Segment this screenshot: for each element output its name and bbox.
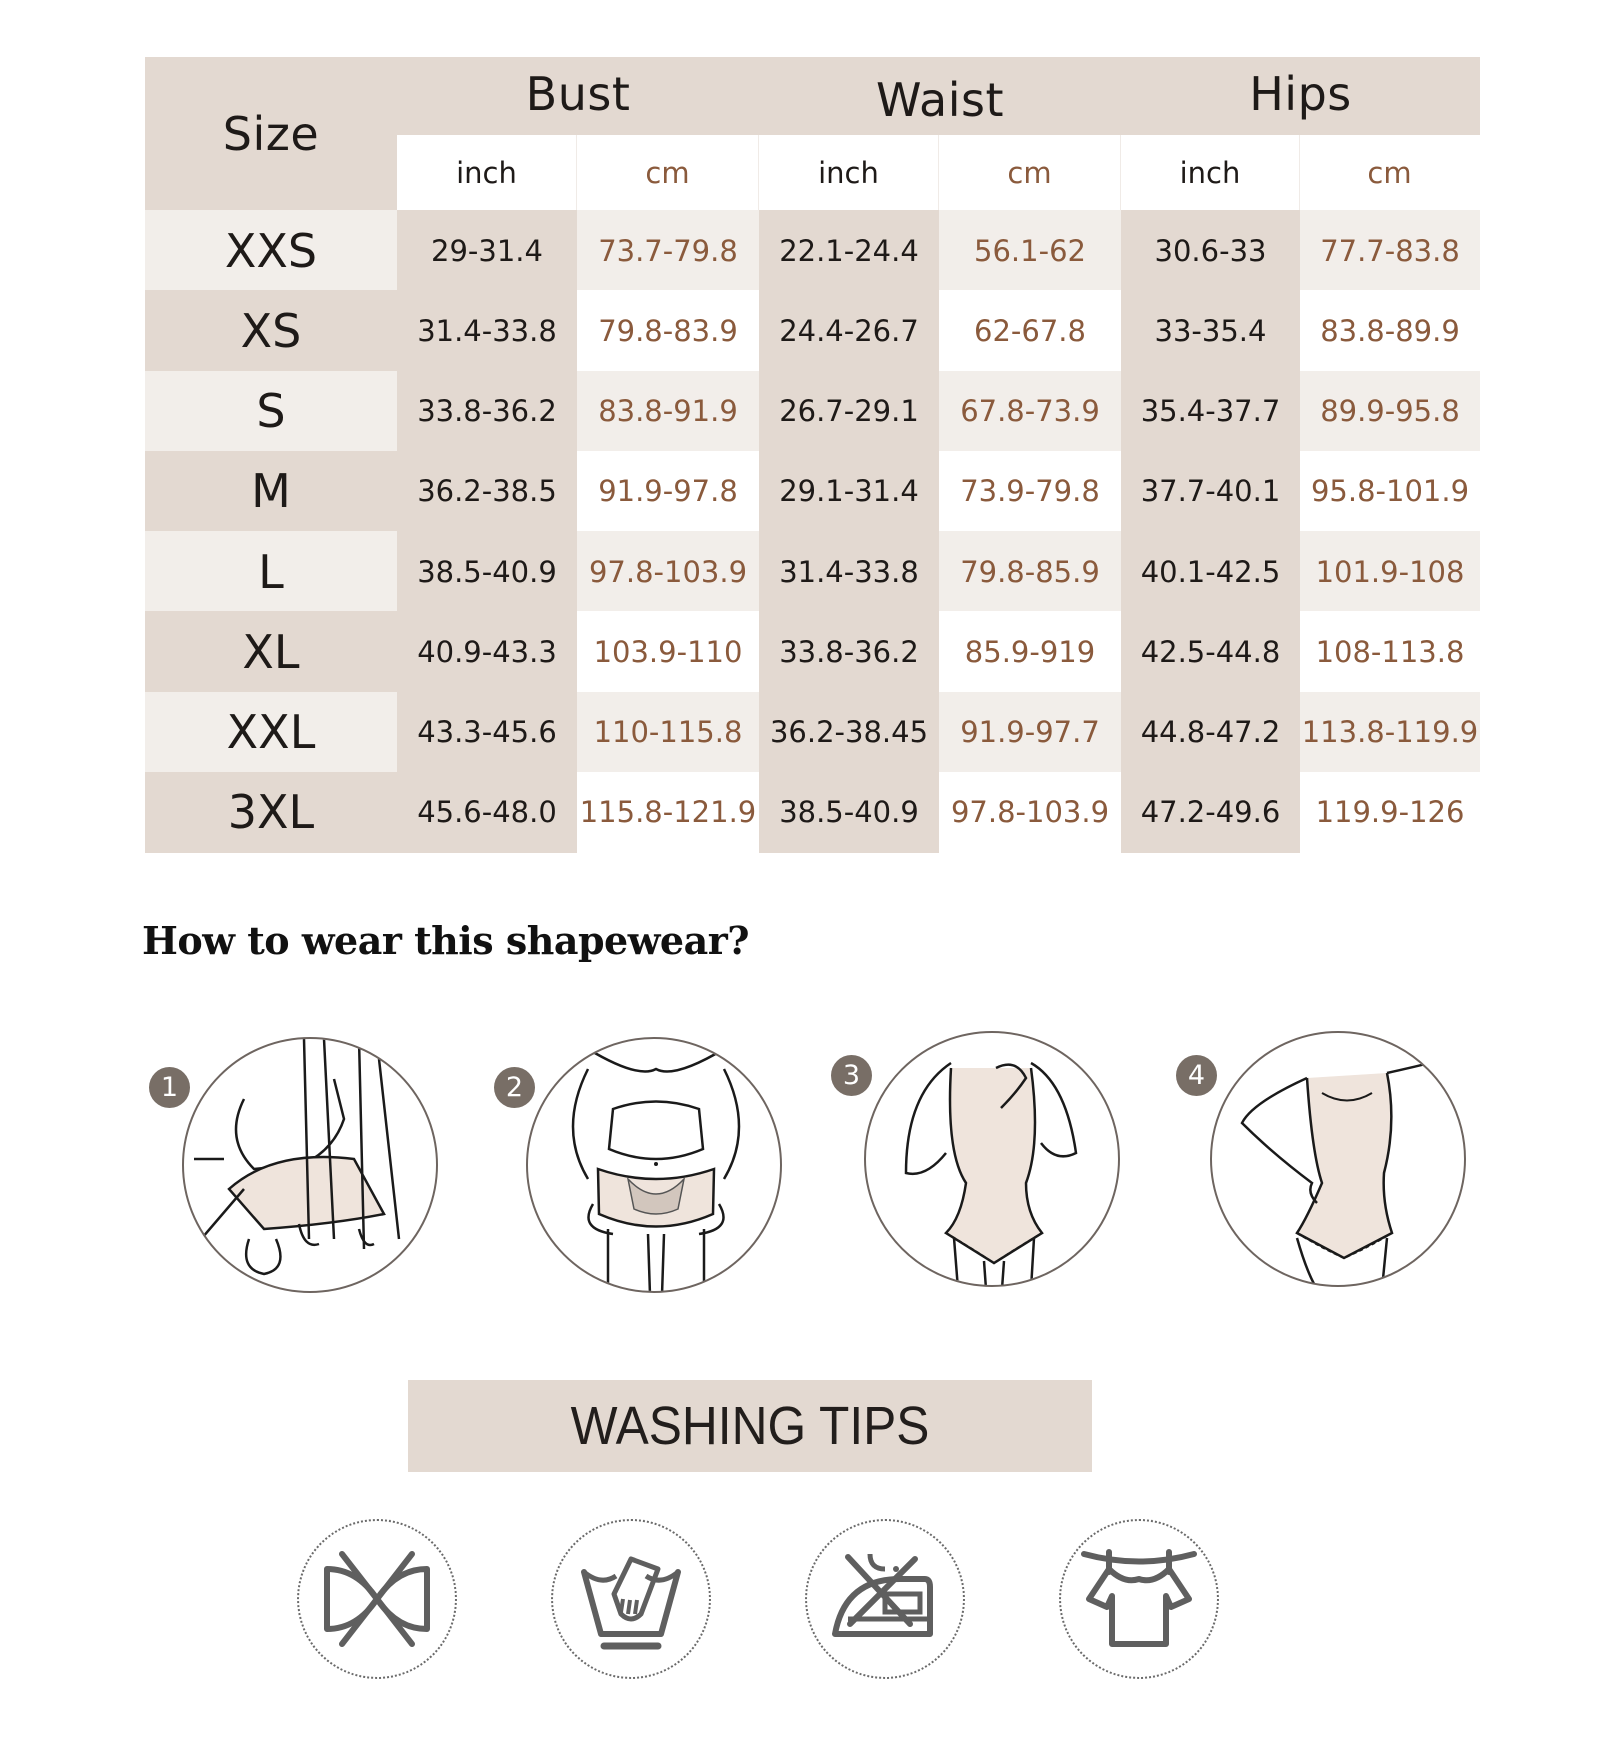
measurement-cell: [939, 611, 1121, 692]
measurement-cell: [577, 451, 759, 532]
cm-value: 79.8-85.9: [960, 554, 1100, 589]
measurement-cell: [577, 371, 759, 452]
pull-up-waist-illustration: [528, 1039, 782, 1293]
measurement-cell: [1121, 531, 1300, 612]
measurement-cell: [397, 371, 577, 452]
inch-value: 31.4-33.8: [417, 313, 557, 348]
size-cell: [145, 611, 397, 692]
unit-hips-inch: [1121, 135, 1300, 210]
measurement-cell: [759, 611, 939, 692]
step-1-badge: [149, 1067, 190, 1108]
inch-value: 29-31.4: [431, 233, 543, 268]
measurement-cell: [577, 772, 759, 853]
inch-value: 40.1-42.5: [1140, 554, 1281, 589]
step-number: 3: [842, 1060, 861, 1091]
cm-value: 89.9-95.8: [1320, 394, 1460, 429]
step-number: 2: [505, 1072, 524, 1103]
step-number: 1: [160, 1072, 179, 1103]
waist-label: Waist: [875, 73, 1004, 127]
size-label: L: [258, 544, 284, 599]
measurement-cell: [577, 531, 759, 612]
step-2-illustration: [526, 1037, 782, 1293]
cm-value: 67.8-73.9: [960, 394, 1100, 429]
inch-value: 38.5-40.9: [417, 554, 557, 589]
measurement-cell: [1300, 210, 1480, 291]
size-cell: [145, 210, 397, 291]
do-not-tumble-dry-icon: [317, 1549, 437, 1649]
inch-value: 40.9-43.3: [417, 634, 557, 669]
size-cell: [145, 772, 397, 853]
step-4-badge: [1176, 1055, 1217, 1096]
inch-value: 31.4-33.8: [779, 554, 919, 589]
measurement-cell: [1300, 451, 1480, 532]
size-cell: [145, 451, 397, 532]
measurement-cell: [397, 531, 577, 612]
measurement-cell: [939, 692, 1121, 773]
unit-label: cm: [1367, 155, 1412, 190]
measurement-cell: [1300, 531, 1480, 612]
cm-value: 79.8-83.9: [598, 313, 738, 348]
cm-value: 56.1-62: [974, 233, 1086, 268]
inch-value: 30.6-33: [1154, 233, 1267, 268]
cm-value: 91.9-97.7: [960, 715, 1100, 750]
step-3-badge: [831, 1055, 872, 1096]
measurement-cell: [1300, 692, 1480, 773]
hand-wash-badge: [551, 1519, 711, 1679]
measurement-cell: [939, 290, 1121, 371]
measurement-cell: [397, 772, 577, 853]
unit-label: inch: [1179, 155, 1241, 190]
step-4-illustration: [1210, 1031, 1466, 1287]
size-label: S: [256, 384, 286, 439]
step-3-illustration: [864, 1031, 1120, 1287]
inch-value: 43.3-45.6: [417, 715, 557, 750]
measurement-cell: [577, 210, 759, 291]
measurement-cell: [1121, 692, 1300, 773]
measurement-cell: [759, 210, 939, 291]
measurement-cell: [939, 531, 1121, 612]
washing-tips-banner: [408, 1380, 1092, 1472]
measurement-cell: [1300, 290, 1480, 371]
unit-label: cm: [645, 155, 690, 190]
unit-label: inch: [818, 155, 879, 190]
measurement-cell: [939, 772, 1121, 853]
measurement-cell: [939, 451, 1121, 532]
measurement-cell: [939, 371, 1121, 452]
inch-value: 44.8-47.2: [1140, 715, 1281, 750]
size-label: XXL: [226, 705, 316, 760]
inch-value: 42.5-44.8: [1140, 634, 1281, 669]
measurement-cell: [759, 290, 939, 371]
hips-label: Hips: [1249, 67, 1352, 121]
measurement-cell: [1121, 210, 1300, 291]
step-number: 4: [1187, 1060, 1206, 1091]
cm-value: 73.9-79.8: [960, 474, 1100, 509]
inch-value: 47.2-49.6: [1140, 795, 1281, 830]
cm-value: 113.8-119.9: [1301, 715, 1479, 750]
measurement-cell: [759, 531, 939, 612]
cm-value: 97.8-103.9: [950, 795, 1110, 830]
line-dry-icon: [1079, 1544, 1199, 1654]
inch-value: 37.7-40.1: [1140, 474, 1281, 509]
step-1-illustration: [182, 1037, 438, 1293]
inch-value: 38.5-40.9: [779, 795, 919, 830]
size-label: XS: [240, 303, 302, 358]
unit-hips-cm: [1300, 135, 1479, 210]
bust-label: Bust: [525, 67, 631, 121]
cm-value: 62-67.8: [974, 313, 1086, 348]
measurement-cell: [759, 371, 939, 452]
inch-value: 22.1-24.4: [779, 233, 919, 268]
inch-value: 26.7-29.1: [779, 394, 919, 429]
cm-value: 95.8-101.9: [1310, 474, 1470, 509]
cm-value: 73.7-79.8: [598, 233, 738, 268]
measurement-cell: [397, 290, 577, 371]
measurement-cell: [939, 210, 1121, 291]
size-header: Size: [222, 106, 320, 161]
cm-value: 119.9-126: [1315, 795, 1465, 830]
inch-value: 24.4-26.7: [779, 313, 919, 348]
cm-value: 83.8-89.9: [1320, 313, 1460, 348]
measurement-cell: [397, 451, 577, 532]
measurement-cell: [397, 210, 577, 291]
hips-header: [1121, 57, 1480, 131]
measurement-cell: [577, 692, 759, 773]
do-not-iron-icon: [830, 1549, 940, 1649]
inch-value: 36.2-38.45: [769, 715, 929, 750]
size-cell: [145, 692, 397, 773]
measurement-cell: [1121, 371, 1300, 452]
unit-bust-inch: [397, 135, 577, 210]
cm-value: 115.8-121.9: [579, 795, 757, 830]
inch-value: 33.8-36.2: [417, 394, 557, 429]
unit-label: inch: [456, 155, 517, 190]
measurement-cell: [1121, 290, 1300, 371]
cm-value: 110-115.8: [593, 715, 743, 750]
inch-value: 35.4-37.7: [1140, 394, 1281, 429]
size-cell: [145, 531, 397, 612]
unit-waist-inch: [759, 135, 939, 210]
smooth-finish-illustration: [1212, 1033, 1466, 1287]
cm-value: 103.9-110: [593, 634, 743, 669]
do-not-iron-badge: [805, 1519, 965, 1679]
size-cell: [145, 290, 397, 371]
measurement-cell: [1300, 772, 1480, 853]
size-header-cell: [145, 57, 397, 210]
cm-value: 83.8-91.9: [598, 394, 738, 429]
measurement-cell: [1121, 772, 1300, 853]
measurement-cell: [577, 611, 759, 692]
bust-header: [397, 57, 759, 131]
pull-up-legs-illustration: [184, 1039, 438, 1293]
measurement-cell: [759, 451, 939, 532]
cm-value: 108-113.8: [1315, 634, 1465, 669]
size-label: XXS: [224, 223, 318, 278]
unit-bust-cm: [577, 135, 759, 210]
inch-value: 29.1-31.4: [779, 474, 919, 509]
measurement-cell: [1300, 371, 1480, 452]
inch-value: 45.6-48.0: [417, 795, 557, 830]
how-to-wear-title: How to wear this shapewear?: [142, 918, 750, 963]
washing-tips-title: WASHING TIPS: [570, 1396, 930, 1456]
measurement-cell: [1121, 451, 1300, 532]
unit-waist-cm: [939, 135, 1121, 210]
cm-value: 85.9-919: [964, 634, 1096, 669]
hand-wash-icon: [576, 1544, 686, 1654]
measurement-cell: [759, 692, 939, 773]
unit-label: cm: [1007, 155, 1052, 190]
size-label: M: [251, 464, 291, 519]
inch-value: 33-35.4: [1154, 313, 1267, 348]
size-label: XL: [242, 624, 300, 679]
do-not-tumble-dry-badge: [297, 1519, 457, 1679]
inch-value: 36.2-38.5: [417, 474, 557, 509]
size-chart-table: [145, 57, 1480, 852]
adjust-straps-illustration: [866, 1033, 1120, 1287]
measurement-cell: [577, 290, 759, 371]
cm-value: 101.9-108: [1315, 554, 1465, 589]
measurement-cell: [759, 772, 939, 853]
measurement-cell: [1300, 611, 1480, 692]
waist-header: [759, 63, 1121, 137]
line-dry-badge: [1059, 1519, 1219, 1679]
size-label: 3XL: [227, 785, 315, 840]
cm-value: 97.8-103.9: [588, 554, 748, 589]
size-cell: [145, 371, 397, 452]
measurement-cell: [1121, 611, 1300, 692]
cm-value: 77.7-83.8: [1320, 233, 1460, 268]
inch-value: 33.8-36.2: [779, 634, 919, 669]
measurement-cell: [397, 692, 577, 773]
cm-value: 91.9-97.8: [598, 474, 738, 509]
step-2-badge: [494, 1067, 535, 1108]
measurement-cell: [397, 611, 577, 692]
